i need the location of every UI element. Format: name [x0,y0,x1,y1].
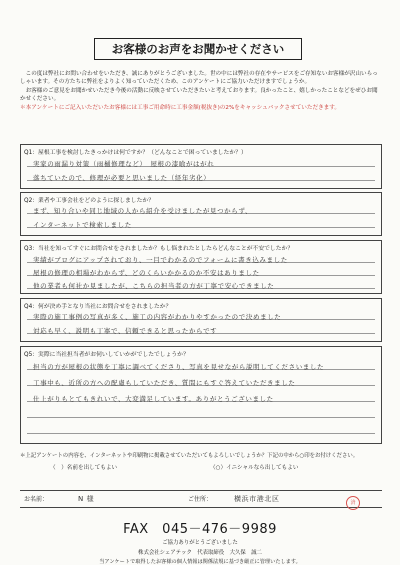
cashback-note: ＊本アンケートにご記入いただいたお客様には工事ご用命時に工事金額(税抜き)の2%をキャッシュバックさせていただきます。 [20,104,341,111]
question-5-answer-1: 担当の方が屋根の状態を丁寧に調べてくださり、写真を見せながら説明してくださいました [33,363,325,371]
question-5-label: Q5：実際に当社担当者がお伺いしていかがでしたでしょうか？ [24,352,189,358]
question-3-answer-3: 他の業者も何社か見ましたが、こちらの担当者の方が丁寧で安心できました [33,282,275,290]
answer-line [27,433,375,434]
question-3-label: Q3：当社を知ってすぐにお問合せをされましたか？もし悩まれたとしたらどんなことが不安でしたか？ [24,246,294,252]
question-4-answer-1: 実際の施工事例の写真が多く、施工の内容がわかりやすかったので決めました [33,313,282,321]
question-1-box [20,144,382,189]
thanks-text: ご協力ありがとうございました [162,540,238,546]
address-value: 横浜市港北区 [234,495,280,503]
question-5-answer-2: 工事中も、近所の方への配慮もしていただき、質問にもすぐ答えていただきました [33,379,296,387]
consent-text: ＊上記アンケートの内容を、インターネットや印刷物に掲載させていただいてもよろしいでしょうか？下記の中から○印をお付けください。 [20,453,359,459]
question-4-box [20,298,382,342]
company-name: 株式会社シェアテック 代表取締役 大久保 誠二 [138,550,262,556]
question-3-answer-2: 屋根の修理の相場がわからず、どのくらいかかるのか不安はありました [33,269,260,277]
question-2-label: Q2：業者や工事会社をどのように探しましたか？ [24,198,154,204]
intro-paragraph-2: お客様のご意見をお聞かせいただき今後の活動に反映させていただきたいと考えております。良かったこと、嬉しかったことなどをぜひお聞かせください。 [20,87,378,103]
name-label: お名前： [24,496,49,503]
name-value: N 様 [78,495,95,503]
question-3-answer-1: 実績がブログにアップされており、一目でわかるのでフォームに書き込みました [33,256,288,264]
received-stamp: 済 [346,496,360,510]
signature-row [20,490,382,508]
question-2-answer-1: まず、知り合いや同じ地域の人から紹介を受けましたが見つからず、 [33,207,253,215]
address-label: ご住所： [188,496,213,503]
intro-paragraph-1: この度は弊社にお問い合わせをいただき、誠にありがとうございました。世の中には弊社の存在やサービスをご存知ないお客様が沢山いらっしゃいます。その方たちに弊社をよりよく知っていただくため、このアンケートにご協力いただけますでしょうか。 [20,71,378,86]
question-4-answer-2: 対応も早く、説明も丁寧で、信頼できると思ったからです [33,327,218,335]
consent-option-initials[interactable]: （○）イニシャルなら出してもよい [210,465,299,471]
question-5-answer-3: 仕上がりもとてもきれいで、大変満足しています。ありがとうございました [33,395,274,403]
fax-number: FAX 045－476－9989 [123,522,277,537]
question-4-label: Q4：何が決め手となり当社にお問合せをされましたか？ [24,304,172,310]
privacy-note: 当アンケートで取得したお客様の個人情報は関係法規に基づき厳正に管理いたします。 [99,559,301,565]
intro-text [20,70,382,112]
question-1-label: Q1：屋根工事を検討したきっかけは何ですか？（どんなことで困っていましたか？） [24,150,247,156]
question-5-box [20,346,382,444]
consent-option-name[interactable]: （ ）名前を出してもよい [50,465,118,471]
question-1-answer-1: 実家の雨漏り対策（雨樋修理など） 屋根の漆喰がはがれ [33,160,215,168]
publication-consent [20,452,382,473]
answer-line [27,417,375,418]
question-2-box [20,192,382,236]
question-2-answer-2: インターネットで検索しました [33,221,132,229]
question-1-answer-2: 落ちていたので、修理が必要と思いました（経年劣化） [33,174,211,182]
page-title: お客様のお声をお聞かせください [94,38,302,60]
question-3-box [20,240,382,294]
